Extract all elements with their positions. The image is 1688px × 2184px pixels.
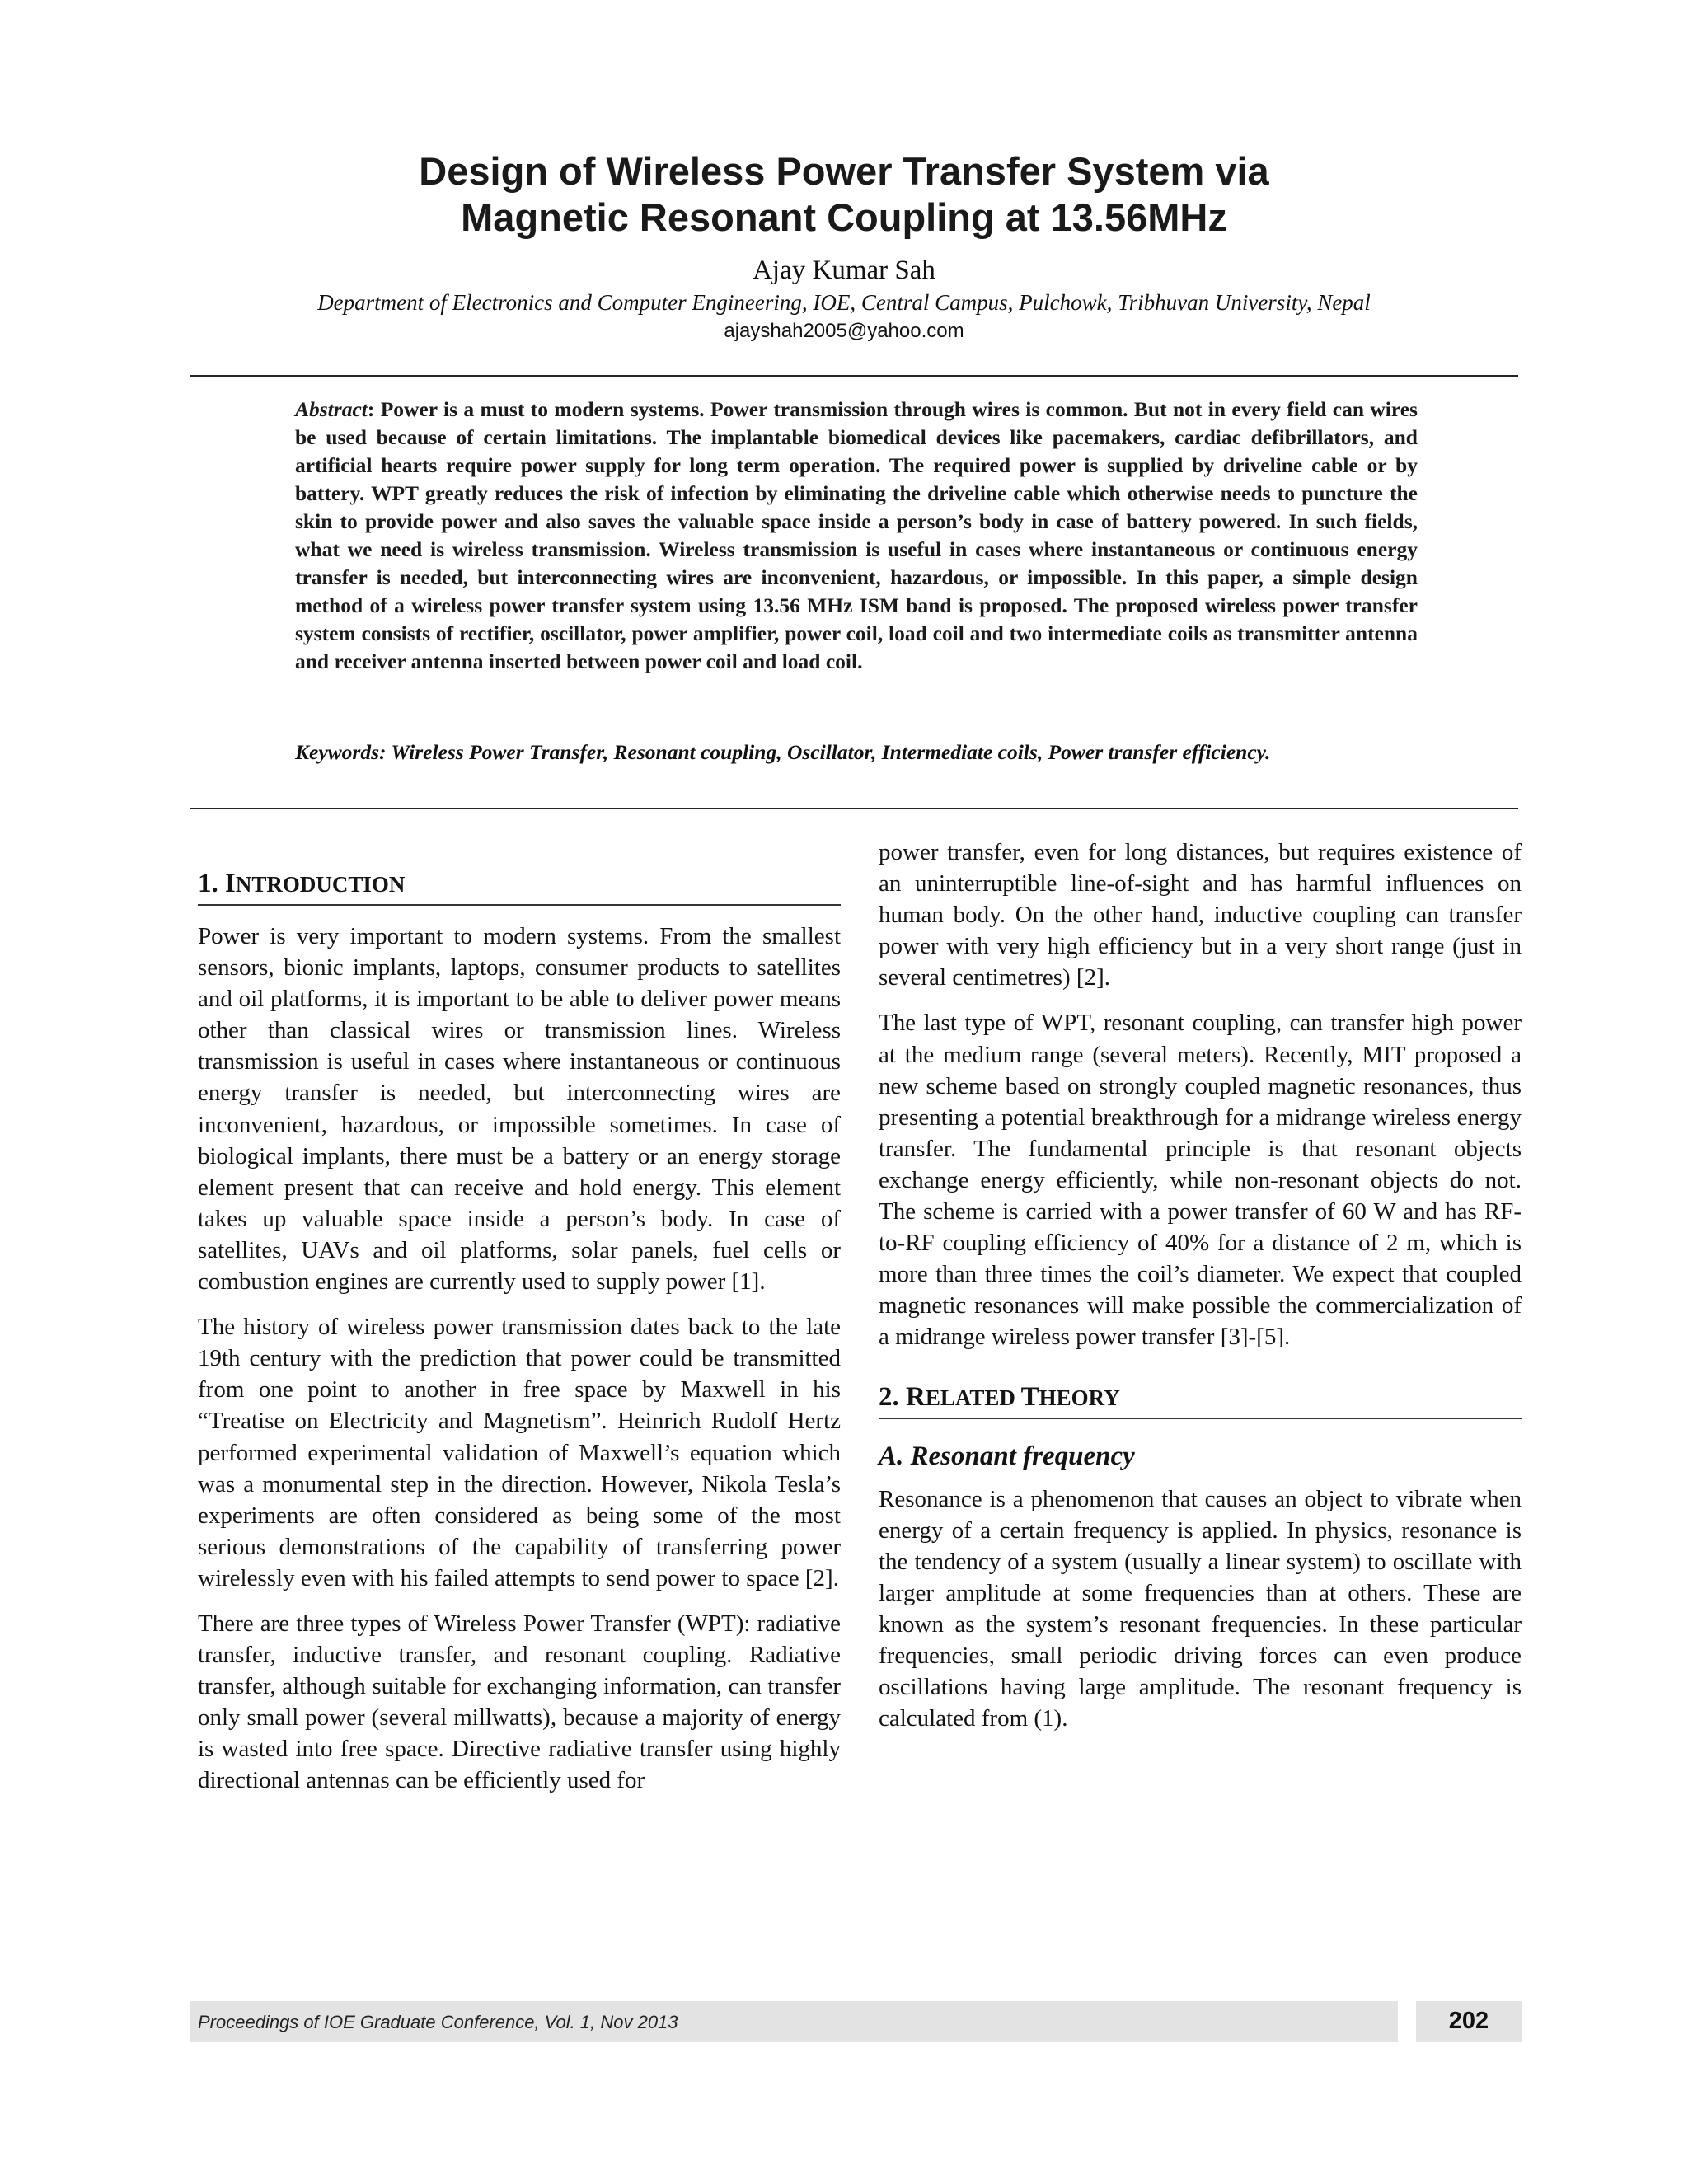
intro-paragraph-4: power transfer, even for long distances, but requires existence of an uninterruptible line-of-sight and has harmful influences on human body. On the other hand, inductive coupling can transfer power with very high efficiency but in a very short range (just in several centimetres) [2].: [879, 839, 1522, 991]
author-email: ajayshah2005@yahoo.com: [724, 320, 964, 342]
keywords: Keywords: Wireless Power Transfer, Resonant coupling, Oscillator, Intermediate coils, Power transfer efficiency.: [295, 740, 1271, 764]
footer-proceedings: Proceedings of IOE Graduate Conference, Vol. 1, Nov 2013: [198, 2012, 678, 2032]
paper-title-line-1: Design of Wireless Power Transfer System via: [419, 149, 1269, 193]
abstract-bottom-divider: [190, 808, 1518, 809]
abstract-text: : Power is a must to modern systems. Power transmission through wires is common. But not in every field can wires be used because of certain limitations. The implantable biomedical devices like pacemakers, cardiac defibrillators, and artificial hearts require power supply for long term operation. The required power is supplied by driveline cable or by battery. WPT greatly reduces the risk of infection by eliminating the driveline cable which otherwise needs to puncture the skin to provide power and also saves the valuable space inside a person’s body in case of battery powered. In such fields, what we need is wireless transmission. Wireless transmission is useful in cases where instantaneous or continuous energy transfer is needed, but interconnecting wires are inconvenient, hazardous, or impossible. In this paper, a simple design method of a wireless power transfer system using 13.56 MHz ISM band is proposed. The proposed wireless power transfer system consists of rectifier, oscillator, power amplifier, power coil, load coil and two intermediate coils as transmitter antenna and receiver antenna inserted between power coil and load coil.: [295, 397, 1418, 673]
right-column: [879, 837, 1522, 1748]
intro-paragraph-2: The history of wireless power transmission dates back to the late 19th century with the prediction that power could be transmitted from one point to another in free space by Maxwell in his “Treatise on Electricity and Magnetism”. Heinrich Rudolf Hertz performed experimental validation of Maxwell’s equation which was a monumental step in the direction. However, Nikola Tesla’s experiments are often considered as being some of the most serious demonstrations of the capability of transferring power wirelessly even with his failed attempts to send power to space [2].: [198, 1314, 841, 1591]
abstract-label: Abstract: [295, 397, 368, 421]
section-heading-related-theory: 2. RELATED THEORY: [879, 1379, 1522, 1419]
left-column: [198, 865, 841, 1797]
subsection-heading-resonant-frequency: A. Resonant frequency: [879, 1441, 1135, 1471]
section-heading-introduction: 1. INTRODUCTION: [198, 865, 841, 906]
author-name: Ajay Kumar Sah: [753, 255, 935, 285]
top-divider: [190, 375, 1518, 377]
intro-paragraph-3: There are three types of Wireless Power Transfer (WPT): radiative transfer, inductive transfer, and resonant coupling. Radiative transfer, although suitable for exchanging information, can transfer only small power (several millwatts), because a majority of energy is wasted into free space. Directive radiative transfer using highly directional antennas can be efficiently used for: [198, 1610, 841, 1794]
intro-paragraph-5: The last type of WPT, resonant coupling, can transfer high power at the medium range (several meters). Recently, MIT proposed a new scheme based on strongly coupled magnetic resonances, thus presenting a potential breakthrough for a midrange wireless energy transfer. The fundamental principle is that resonant objects exchange energy efficiently, while non-resonant objects do not. The scheme is carried with a power transfer of 60 W and has RF-to-RF coupling efficiency of 40% for a distance of 2 m, which is more than three times the coil’s diameter. We expect that coupled magnetic resonances will make possible the commercialization of a midrange wireless power transfer [3]-[5].: [879, 1010, 1522, 1351]
intro-paragraph-1: Power is very important to modern systems. From the smallest sensors, bionic implants, laptops, consumer products to satellites and oil platforms, it is important to be able to deliver power means other than classical wires or transmission lines. Wireless transmission is useful in cases where instantaneous or continuous energy transfer is needed, but interconnecting wires are inconvenient, hazardous, or impossible sometimes. In case of biological implants, there must be a battery or an energy storage element present that can receive and hold energy. This element takes up valuable space inside a person’s body. In case of satellites, UAVs and oil platforms, solar panels, fuel cells or combustion engines are currently used to supply power [1].: [198, 923, 841, 1296]
page-number: 202: [1448, 2008, 1489, 2034]
author-affiliation: Department of Electronics and Computer Engineering, IOE, Central Campus, Pulchowk, Tribhuvan University, Nepal: [317, 290, 1371, 315]
resonance-paragraph: Resonance is a phenomenon that causes an object to vibrate when energy of a certain frequency is applied. In physics, resonance is the tendency of a system (usually a linear system) to oscillate with larger amplitude at some frequencies than at others. These are known as the system’s resonant frequencies. In these particular frequencies, small periodic driving forces can even produce oscillations having large amplitude. The resonant frequency is calculated from (1).: [879, 1485, 1522, 1732]
paper-title-line-2: Magnetic Resonant Coupling at 13.56MHz: [461, 195, 1227, 239]
abstract: [295, 396, 1418, 676]
